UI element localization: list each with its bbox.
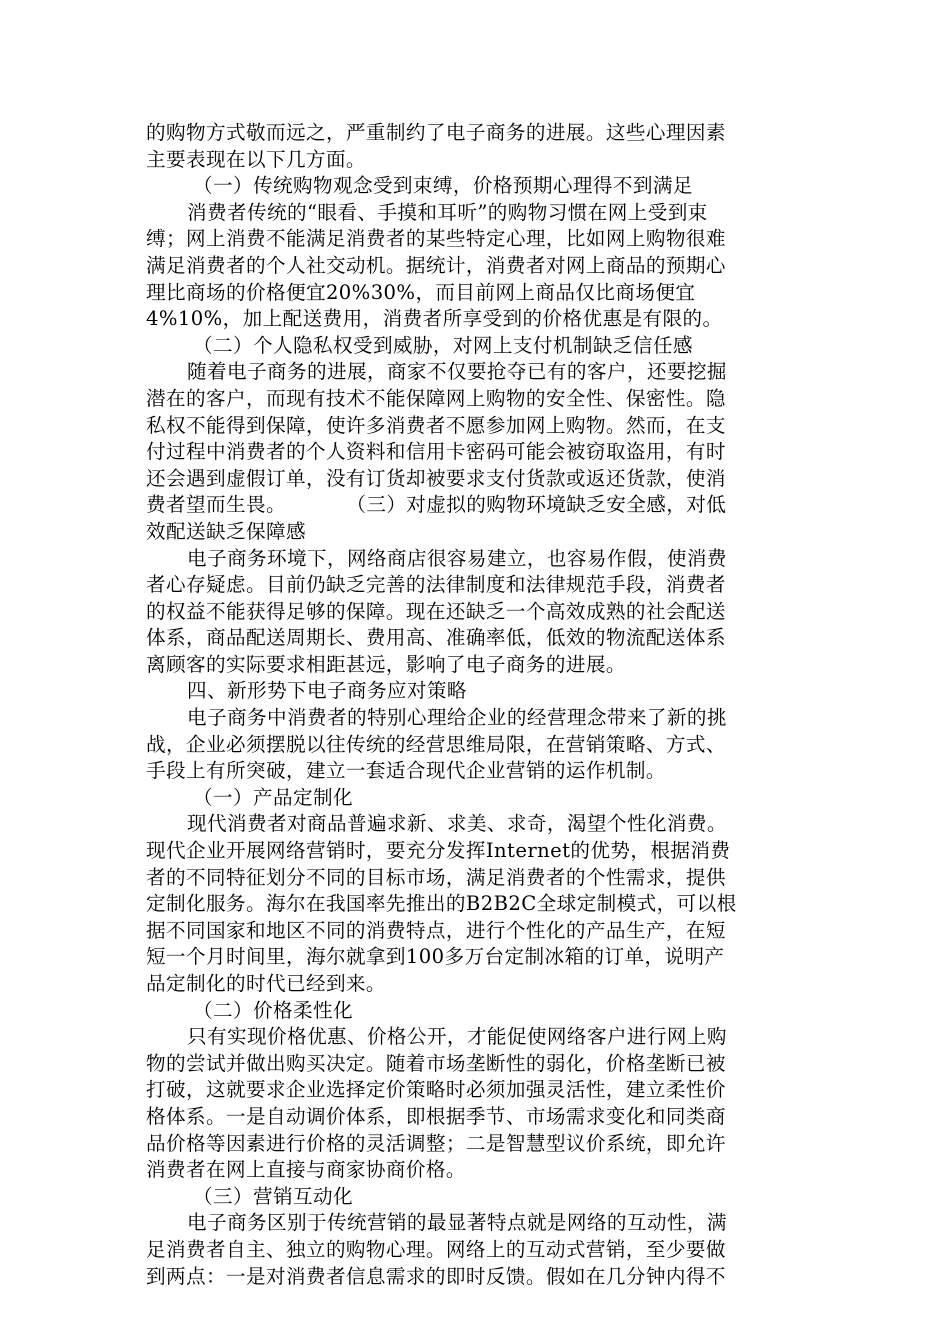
text-line: 物的尝试并做出购买决定。随着市场垄断性的弱化，价格垄断已被 (146, 1051, 726, 1075)
text-line: 战，企业必须摆脱以往传统的经营思维局限，在营销策略、方式、 (146, 732, 726, 756)
text-line: 定制化服务。海尔在我国率先推出的B2B2C全球定制模式，可以根 (146, 892, 737, 916)
text-line: （三）营销互动化 (193, 1184, 353, 1208)
text-line: 现代企业开展网络营销时，要充分发挥Internet的优势，根据消费 (146, 839, 731, 863)
text-line: 品定制化的时代已经到来。 (146, 972, 386, 995)
text-line: 付过程中消费者的个人资料和信用卡密码可能会被窃取盗用，有时 (146, 440, 726, 464)
text-line: 打破，这就要求企业选择定价策略时必须加强灵活性，建立柔性价 (146, 1078, 726, 1102)
text-line: 消费者在网上直接与商家协商价格。 (146, 1158, 466, 1182)
text-line: 手段上有所突破，建立一套适合现代企业营销的运作机制。 (146, 759, 666, 783)
text-line: 体系，商品配送周期长、费用高、准确率低，低效的物流配送体系 (146, 626, 726, 650)
text-line: 私权不能得到保障，使许多消费者不愿参加网上购物。然而，在支 (146, 413, 726, 437)
text-line: 足消费者自主、独立的购物心理。网络上的互动式营销，至少要做 (146, 1237, 726, 1261)
text-line: 还会遇到虚假订单，没有订货却被要求支付货款或返还货款，使消 (146, 466, 726, 490)
text-line: 据不同国家和地区不同的消费特点，进行个性化的产品生产，在短 (146, 918, 726, 942)
text-line: 电子商务区别于传统营销的最显著特点就是网络的互动性，满 (187, 1211, 727, 1235)
text-line: 电子商务环境下，网络商店很容易建立，也容易作假，使消费 (187, 546, 727, 570)
text-line: 满足消费者的个人社交动机。据统计，消费者对网上商品的预期心 (146, 253, 726, 277)
text-line: 消费者传统的“眼看、手摸和耳听”的购物习惯在网上受到束 (187, 200, 708, 224)
text-line: （二）价格柔性化 (193, 998, 353, 1022)
text-line: 到两点：一是对消费者信息需求的即时反馈。假如在几分钟内得不 (146, 1264, 726, 1288)
text-line: 潜在的客户，而现有技术不能保障网上购物的安全性、保密性。隐 (146, 386, 726, 410)
text-line: 短一个月时间里，海尔就拿到100多万台定制冰箱的订单，说明产 (146, 945, 725, 969)
text-line: 理比商场的价格便宜20%30%，而目前网上商品仅比商场便宜 (146, 280, 696, 304)
text-line: 品价格等因素进行价格的灵活调整；二是智慧型议价系统，即允许 (146, 1131, 726, 1155)
text-line: （一）产品定制化 (193, 785, 353, 809)
text-line: 现代消费者对商品普遍求新、求美、求奇，渴望个性化消费。 (187, 812, 727, 836)
text-line: 主要表现在以下几方面。 (146, 147, 366, 171)
text-line: 四、新形势下电子商务应对策略 (187, 679, 467, 703)
text-line: 效配送缺乏保障感 (146, 519, 306, 543)
text-line: 的购物方式敬而远之，严重制约了电子商务的进展。这些心理因素 (146, 121, 726, 144)
text-line: 者心存疑虑。目前仍缺乏完善的法律制度和法律规范手段，消费者 (146, 573, 726, 597)
text-line: 者的不同特征划分不同的目标市场，满足消费者的个性需求，提供 (146, 865, 726, 889)
text-line: 4%10%，加上配送费用，消费者所享受到的价格优惠是有限的。 (146, 307, 723, 331)
text-line: （二）个人隐私权受到威胁，对网上支付机制缺乏信任感 (193, 333, 693, 357)
document-page (146, 120, 802, 1290)
text-line: 的权益不能获得足够的保障。现在还缺乏一个高效成熟的社会配送 (146, 599, 726, 623)
text-line: （一）传统购物观念受到束缚，价格预期心理得不到满足 (193, 174, 693, 198)
text-line: 离顾客的实际要求相距甚远，影响了电子商务的进展。 (146, 652, 626, 676)
text-line: 费者望而生畏。 （三）对虚拟的购物环境缺乏安全感，对低 (146, 493, 727, 517)
text-line: 格体系。一是自动调价体系，即根据季节、市场需求变化和同类商 (146, 1104, 726, 1128)
text-line: 电子商务中消费者的特别心理给企业的经营理念带来了新的挑 (187, 706, 727, 730)
text-line: 随着电子商务的进展，商家不仅要抢夺已有的客户，还要挖掘 (187, 360, 727, 384)
text-line: 缚；网上消费不能满足消费者的某些特定心理，比如网上购物很难 (146, 227, 726, 251)
text-line: 只有实现价格优惠、价格公开，才能促使网络客户进行网上购 (187, 1025, 727, 1049)
